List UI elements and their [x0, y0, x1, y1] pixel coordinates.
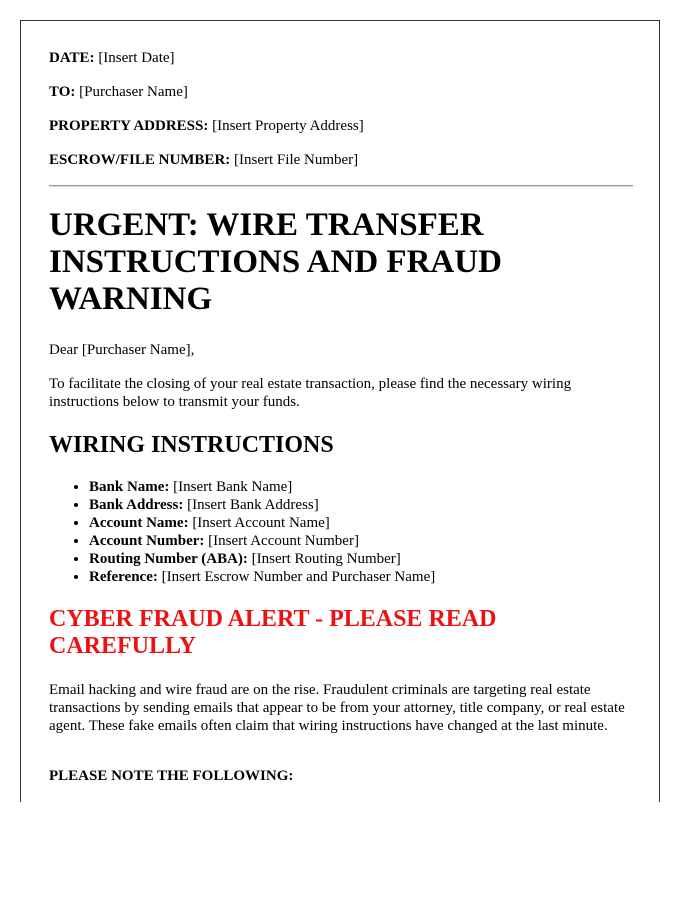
list-item-bank-address: [89, 496, 435, 514]
date-value: [Insert Date]: [98, 50, 175, 66]
horizontal-divider: [49, 185, 633, 187]
wiring-instructions-heading: WIRING INSTRUCTIONS: [49, 432, 334, 458]
list-item-account-name: [89, 514, 435, 532]
to-label: TO:: [49, 84, 76, 100]
item-label: Account Number:: [89, 533, 205, 549]
escrow-number-value: [Insert File Number]: [234, 152, 359, 168]
date-label: DATE:: [49, 50, 95, 66]
item-value: [Insert Account Name]: [192, 515, 330, 531]
escrow-number-line: [49, 151, 358, 169]
list-item-reference: [89, 568, 435, 586]
document-page: [20, 20, 660, 802]
intro-paragraph: To facilitate the closing of your real estate transaction, please find the necessary wiring instructions below to transmit your funds.: [49, 376, 572, 410]
list-item-bank-name: [89, 478, 435, 496]
property-address-label: PROPERTY ADDRESS:: [49, 118, 209, 134]
to-line: [49, 83, 188, 101]
list-item-routing-number: [89, 550, 435, 568]
property-address-value: [Insert Property Address]: [212, 118, 364, 134]
item-label: Bank Address:: [89, 497, 184, 513]
please-note-heading: PLEASE NOTE THE FOLLOWING:: [49, 768, 294, 784]
property-address-line: [49, 117, 364, 135]
item-value: [Insert Bank Address]: [187, 497, 319, 513]
date-line: [49, 49, 175, 67]
item-value: [Insert Bank Name]: [173, 479, 293, 495]
escrow-number-label: ESCROW/FILE NUMBER:: [49, 152, 231, 168]
item-value: [Insert Account Number]: [208, 533, 359, 549]
wiring-instructions-list: [49, 478, 435, 586]
fraud-alert-heading: CYBER FRAUD ALERT - PLEASE READ CAREFULLY: [49, 606, 497, 659]
item-label: Account Name:: [89, 515, 189, 531]
list-item-account-number: [89, 532, 435, 550]
item-value: [Insert Routing Number]: [251, 551, 401, 567]
salutation: Dear [Purchaser Name],: [49, 342, 195, 358]
fraud-alert-body: Email hacking and wire fraud are on the rise. Fraudulent criminals are targeting real estate transactions by sending emails that appear to be from your attorney, title company, or real estate agent. These fake emails often claim that wiring instructions have changed at the last minute.: [49, 682, 625, 734]
item-label: Routing Number (ABA):: [89, 551, 248, 567]
item-label: Bank Name:: [89, 479, 170, 495]
page-title: URGENT: WIRE TRANSFER INSTRUCTIONS AND FRAUD WARNING: [49, 207, 502, 317]
item-label: Reference:: [89, 569, 158, 585]
item-value: [Insert Escrow Number and Purchaser Name]: [161, 569, 436, 585]
to-value: [Purchaser Name]: [79, 84, 188, 100]
